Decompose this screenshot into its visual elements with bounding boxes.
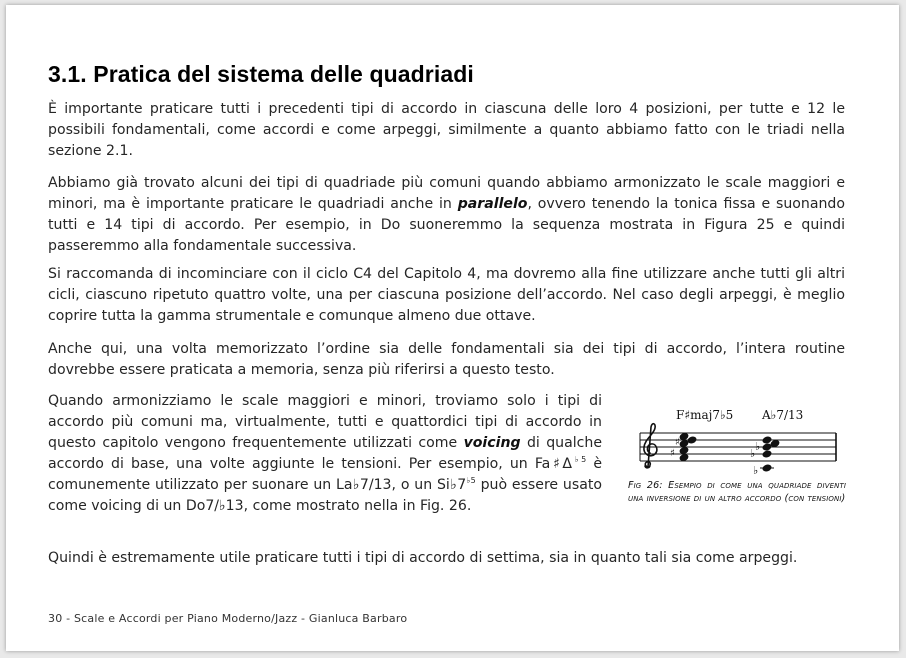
paragraph-text: di qualche accordo di base, una volte aggiunte le tensioni. Per esempio, un Fa♯Δ (48, 435, 602, 472)
emphasis-parallelo: parallelo (457, 196, 528, 212)
chord-2-notes (750, 435, 780, 477)
paragraph-voicing (48, 391, 602, 517)
paragraph-text: , ovvero tenendo la tonica fissa e suonando tutti e 14 tipi di accordo. Per esempio, in Do suoneremmo la sequenza mostrata in Figura 25 e quindi passeremmo alla fondamentale successiva. (48, 196, 846, 254)
svg-text:♯: ♯ (675, 437, 680, 448)
paragraph-conclusion: Quindi è estremamente utile praticare tutti i tipi di accordo di settima, sia in quanto tali sia come arpeggi. (48, 550, 798, 566)
music-staff (628, 405, 848, 477)
paragraph-text: Quando armonizziamo le scale maggiori e minori, troviamo solo i tipi di accordo più comuni ma, virtualmente, tutti e quattordici tipi di accordo in questo capitolo vengono frequentemente utilizzati come (48, 393, 602, 451)
chord-symbol-aflat7-13: A♭7/13 (762, 408, 804, 422)
figure-26 (628, 405, 848, 505)
chord-symbol-fsharp-maj7b5: F♯maj7♭5 (676, 408, 734, 422)
paragraph-memory: Anche qui, una volta memorizzato l’ordine sia delle fondamentali sia dei tipi di accordo, l’intera routine dovrebbe essere praticata a memoria, senza più riferirsi a questo testo. (48, 341, 845, 378)
svg-text:♭: ♭ (753, 464, 759, 477)
paragraph-cycles: Si raccomanda di incominciare con il ciclo C4 del Capitolo 4, ma dovremo alla fine utilizzare anche tutti gli altri cicli, ciascuno ripetuto quattro volte, una per ciascuna posizione dell’accordo. Nel caso degli arpeggi, è meglio coprire tutta la gamma strumentale e comunque almeno due ottave. (48, 266, 845, 324)
svg-text:♭: ♭ (755, 440, 761, 453)
section-heading: 3.1. Pratica del sistema delle quadriadi (48, 61, 474, 87)
paragraph-text: è comunemente utilizzato per suonare un La♭7/13, o un Si♭7 (48, 456, 602, 493)
document-page (6, 5, 899, 651)
paragraph-positions: È importante praticare tutti i precedenti tipi di accordo in ciascuna delle loro 4 posizioni, per tutte e 12 le possibili fondamentali, come accordi e come arpeggi, similmente a quanto abbiamo fatto con le triadi nella sezione 2.1. (48, 101, 845, 159)
superscript-flat5: ♭5 (466, 476, 476, 485)
superscript-flat5: ♭5 (572, 455, 587, 464)
paragraph-text: può essere usato come voicing di un Do7/♭13, come mostrato nella in Fig. 26. (48, 477, 602, 514)
emphasis-voicing: voicing (463, 435, 521, 451)
svg-text:♭: ♭ (750, 447, 756, 460)
paragraph-text: Abbiamo già trovato alcuni dei tipi di quadriade più comuni quando abbiamo armonizzato le scale maggiori e minori, ma è importante praticare le quadriadi anche in (48, 175, 845, 212)
svg-text:♯: ♯ (670, 448, 675, 459)
page-footer: 30 - Scale e Accordi per Piano Moderno/Jazz - Gianluca Barbaro (48, 612, 408, 625)
figure-caption: Fig 26: Esempio di come una quadriade diventi una inversione di un altro accordo (con tensioni) (628, 480, 846, 504)
paragraph-parallel (48, 173, 845, 257)
